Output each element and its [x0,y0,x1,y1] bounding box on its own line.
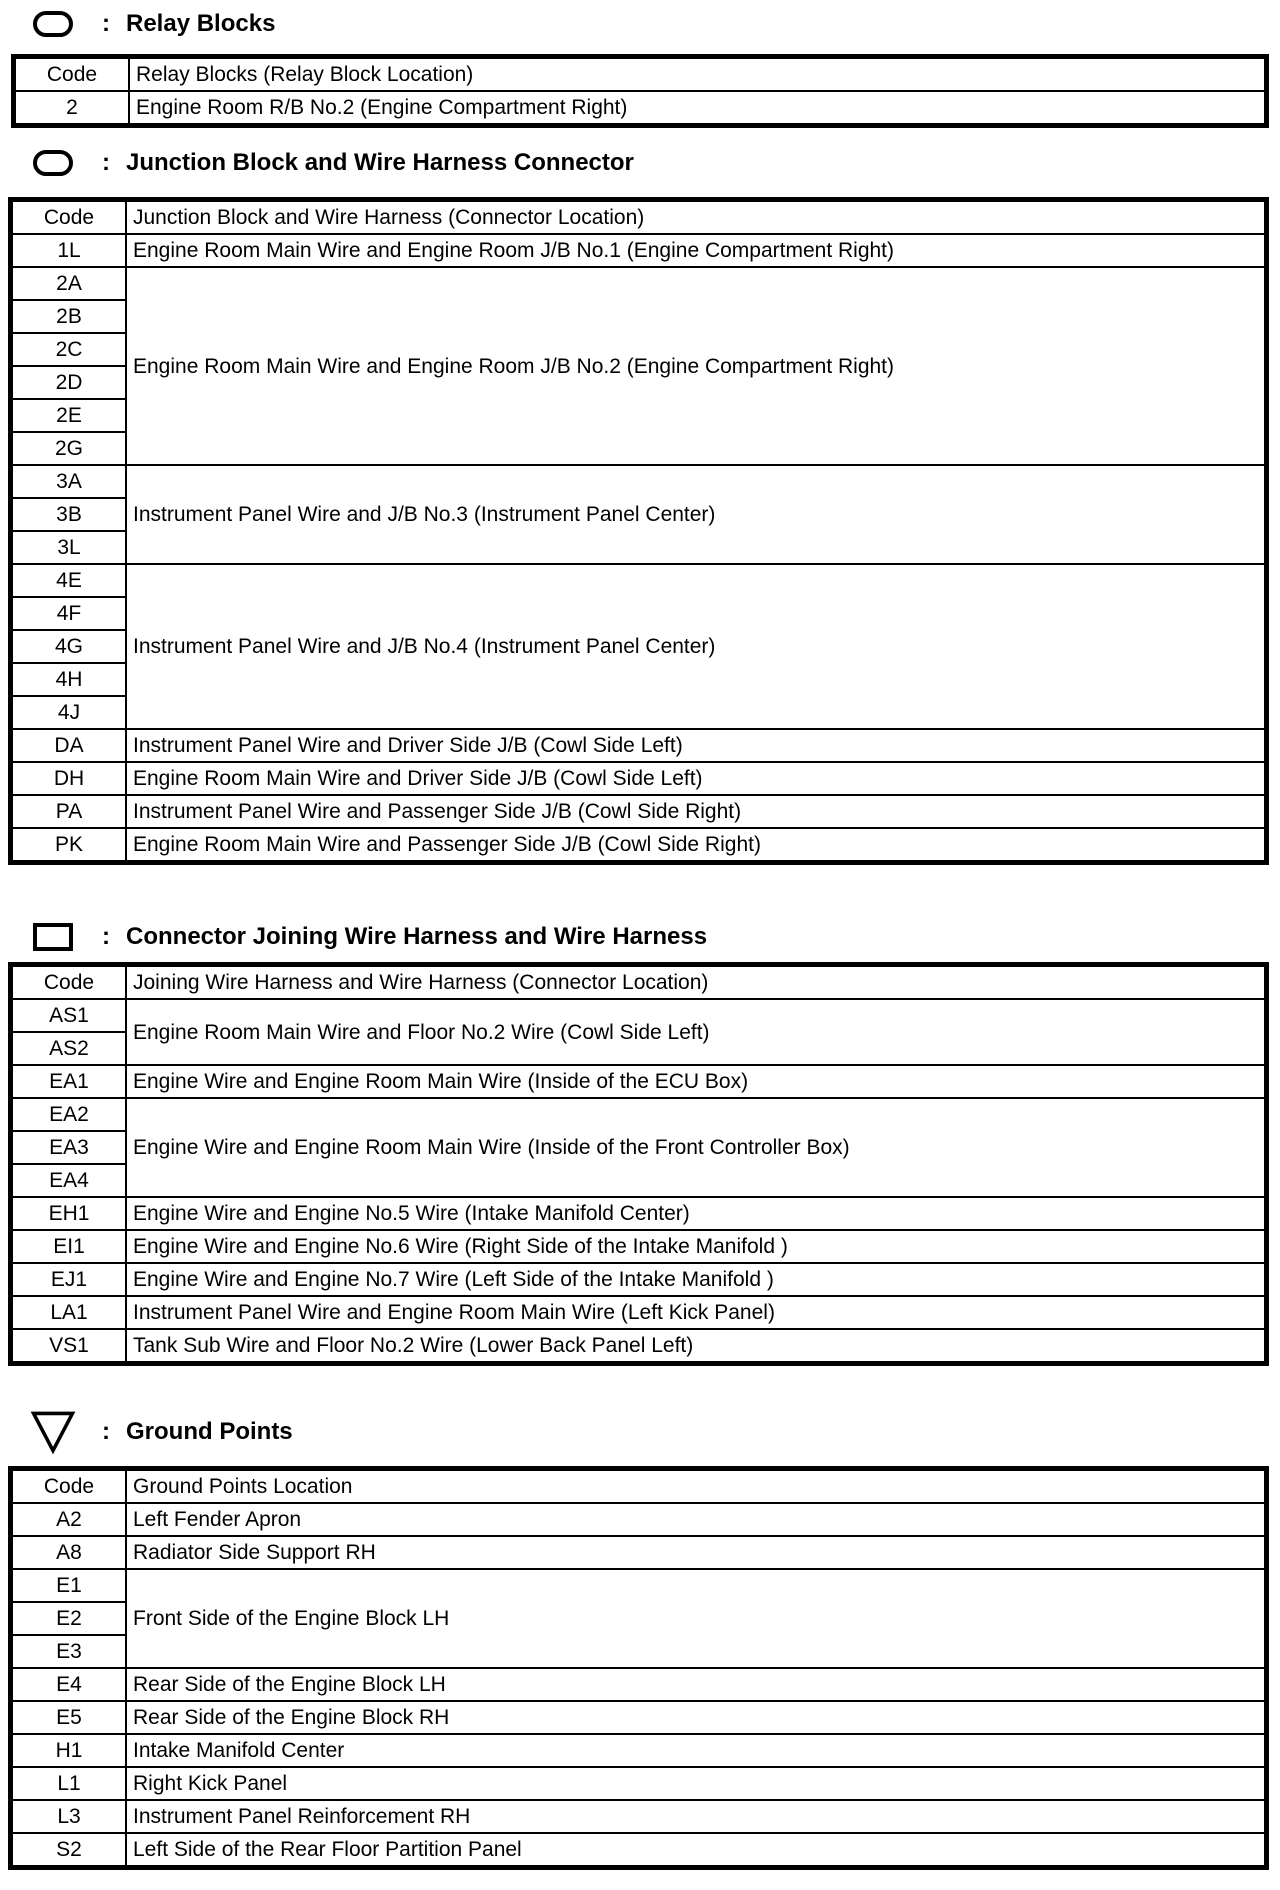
table-row [12,999,1265,1032]
header-location: Junction Block and Wire Harness (Connector Location) [126,201,1265,234]
triangle-icon [30,1404,76,1460]
location-cell: Front Side of the Engine Block LH [126,1569,1265,1668]
code-cell: 3B [12,498,126,531]
code-cell: 2 [15,91,129,124]
code-cell: A8 [12,1536,126,1569]
table-row [12,1197,1265,1230]
relay-blocks-table [14,57,1266,125]
table-row [12,564,1265,597]
oval-icon [30,146,76,180]
code-cell: EA2 [12,1098,126,1131]
location-cell: Instrument Panel Reinforcement RH [126,1800,1265,1833]
location-cell: Engine Wire and Engine No.5 Wire (Intake Manifold Center) [126,1197,1265,1230]
location-cell: Engine Room R/B No.2 (Engine Compartment Right) [129,91,1265,124]
code-cell: PA [12,795,126,828]
location-cell: Engine Wire and Engine Room Main Wire (Inside of the Front Controller Box) [126,1098,1265,1197]
table-row [12,1701,1265,1734]
section-heading-relay-blocks [30,4,275,44]
table-row [12,234,1265,267]
table-row [12,1296,1265,1329]
location-cell: Rear Side of the Engine Block RH [126,1701,1265,1734]
code-cell: PK [12,828,126,861]
table-header-row [12,201,1265,234]
location-cell: Tank Sub Wire and Floor No.2 Wire (Lower Back Panel Left) [126,1329,1265,1362]
code-cell: E3 [12,1635,126,1668]
location-cell: Instrument Panel Wire and Engine Room Main Wire (Left Kick Panel) [126,1296,1265,1329]
code-cell: 4E [12,564,126,597]
code-cell: H1 [12,1734,126,1767]
table-row [12,1098,1265,1131]
code-cell: EA3 [12,1131,126,1164]
section-title: Connector Joining Wire Harness and Wire Harness [126,923,708,950]
location-cell: Left Side of the Rear Floor Partition Panel [126,1833,1265,1866]
oval-icon [30,7,76,41]
separator: : [102,1418,110,1445]
separator: : [102,923,110,950]
code-cell: EJ1 [12,1263,126,1296]
table-row [12,795,1265,828]
rectangle-icon [30,920,76,954]
location-cell: Instrument Panel Wire and Passenger Side J/B (Cowl Side Right) [126,795,1265,828]
code-cell: EI1 [12,1230,126,1263]
location-cell: Engine Room Main Wire and Passenger Side J/B (Cowl Side Right) [126,828,1265,861]
code-cell: 3L [12,531,126,564]
code-cell: E4 [12,1668,126,1701]
table-row [12,1668,1265,1701]
table-row [12,828,1265,861]
table-row [15,91,1265,124]
table-row [12,1230,1265,1263]
table-row [12,1329,1265,1362]
location-cell: Right Kick Panel [126,1767,1265,1800]
code-cell: 2E [12,399,126,432]
junction-block-table [11,200,1266,862]
header-location: Joining Wire Harness and Wire Harness (Connector Location) [126,966,1265,999]
header-code: Code [12,1470,126,1503]
code-cell: 4G [12,630,126,663]
table-row [12,729,1265,762]
code-cell: DA [12,729,126,762]
location-cell: Engine Room Main Wire and Engine Room J/B No.2 (Engine Compartment Right) [126,267,1265,465]
location-cell: Engine Room Main Wire and Driver Side J/B (Cowl Side Left) [126,762,1265,795]
table-header-row [15,58,1265,91]
code-cell: L3 [12,1800,126,1833]
section-title: Junction Block and Wire Harness Connector [126,149,634,176]
table-header-row [12,966,1265,999]
code-cell: 2D [12,366,126,399]
location-cell: Left Fender Apron [126,1503,1265,1536]
table-row [12,267,1265,300]
location-cell: Radiator Side Support RH [126,1536,1265,1569]
code-cell: 4F [12,597,126,630]
code-cell: EA1 [12,1065,126,1098]
table-row [12,1833,1265,1866]
location-cell: Engine Wire and Engine No.6 Wire (Right Side of the Intake Manifold ) [126,1230,1265,1263]
code-cell: A2 [12,1503,126,1536]
location-cell: Engine Wire and Engine Room Main Wire (Inside of the ECU Box) [126,1065,1265,1098]
code-cell: 2C [12,333,126,366]
header-code: Code [12,966,126,999]
location-cell: Engine Room Main Wire and Engine Room J/B No.1 (Engine Compartment Right) [126,234,1265,267]
location-cell: Engine Wire and Engine No.7 Wire (Left Side of the Intake Manifold ) [126,1263,1265,1296]
location-cell: Instrument Panel Wire and J/B No.4 (Instrument Panel Center) [126,564,1265,729]
table-row [12,762,1265,795]
code-cell: AS2 [12,1032,126,1065]
header-code: Code [15,58,129,91]
connector-joining-table [11,965,1266,1363]
section-title: Relay Blocks [126,10,276,37]
code-cell: 3A [12,465,126,498]
code-cell: VS1 [12,1329,126,1362]
code-cell: 2B [12,300,126,333]
code-cell: EH1 [12,1197,126,1230]
table-row [12,1503,1265,1536]
separator: : [102,149,110,176]
table-row [12,465,1265,498]
code-cell: 4J [12,696,126,729]
code-cell: 2G [12,432,126,465]
header-location: Ground Points Location [126,1470,1265,1503]
ground-points-table [11,1469,1266,1867]
location-cell: Rear Side of the Engine Block LH [126,1668,1265,1701]
table-row [12,1734,1265,1767]
code-cell: EA4 [12,1164,126,1197]
separator: : [102,10,110,37]
code-cell: 2A [12,267,126,300]
header-location: Relay Blocks (Relay Block Location) [129,58,1265,91]
code-cell: AS1 [12,999,126,1032]
section-heading-ground-points [30,1404,293,1460]
code-cell: L1 [12,1767,126,1800]
table-row [12,1569,1265,1602]
code-cell: E2 [12,1602,126,1635]
table-row [12,1536,1265,1569]
table-header-row [12,1470,1265,1503]
code-cell: E1 [12,1569,126,1602]
header-code: Code [12,201,126,234]
location-cell: Instrument Panel Wire and J/B No.3 (Instrument Panel Center) [126,465,1265,564]
code-cell: S2 [12,1833,126,1866]
table-row [12,1767,1265,1800]
location-cell: Engine Room Main Wire and Floor No.2 Wire (Cowl Side Left) [126,999,1265,1065]
table-row [12,1263,1265,1296]
table-row [12,1065,1265,1098]
location-cell: Instrument Panel Wire and Driver Side J/B (Cowl Side Left) [126,729,1265,762]
code-cell: 1L [12,234,126,267]
table-row [12,1800,1265,1833]
code-cell: DH [12,762,126,795]
code-cell: LA1 [12,1296,126,1329]
location-cell: Intake Manifold Center [126,1734,1265,1767]
section-heading-junction-block [30,143,634,183]
code-cell: E5 [12,1701,126,1734]
code-cell: 4H [12,663,126,696]
section-heading-connector-joining [30,917,707,957]
section-title: Ground Points [126,1418,293,1445]
